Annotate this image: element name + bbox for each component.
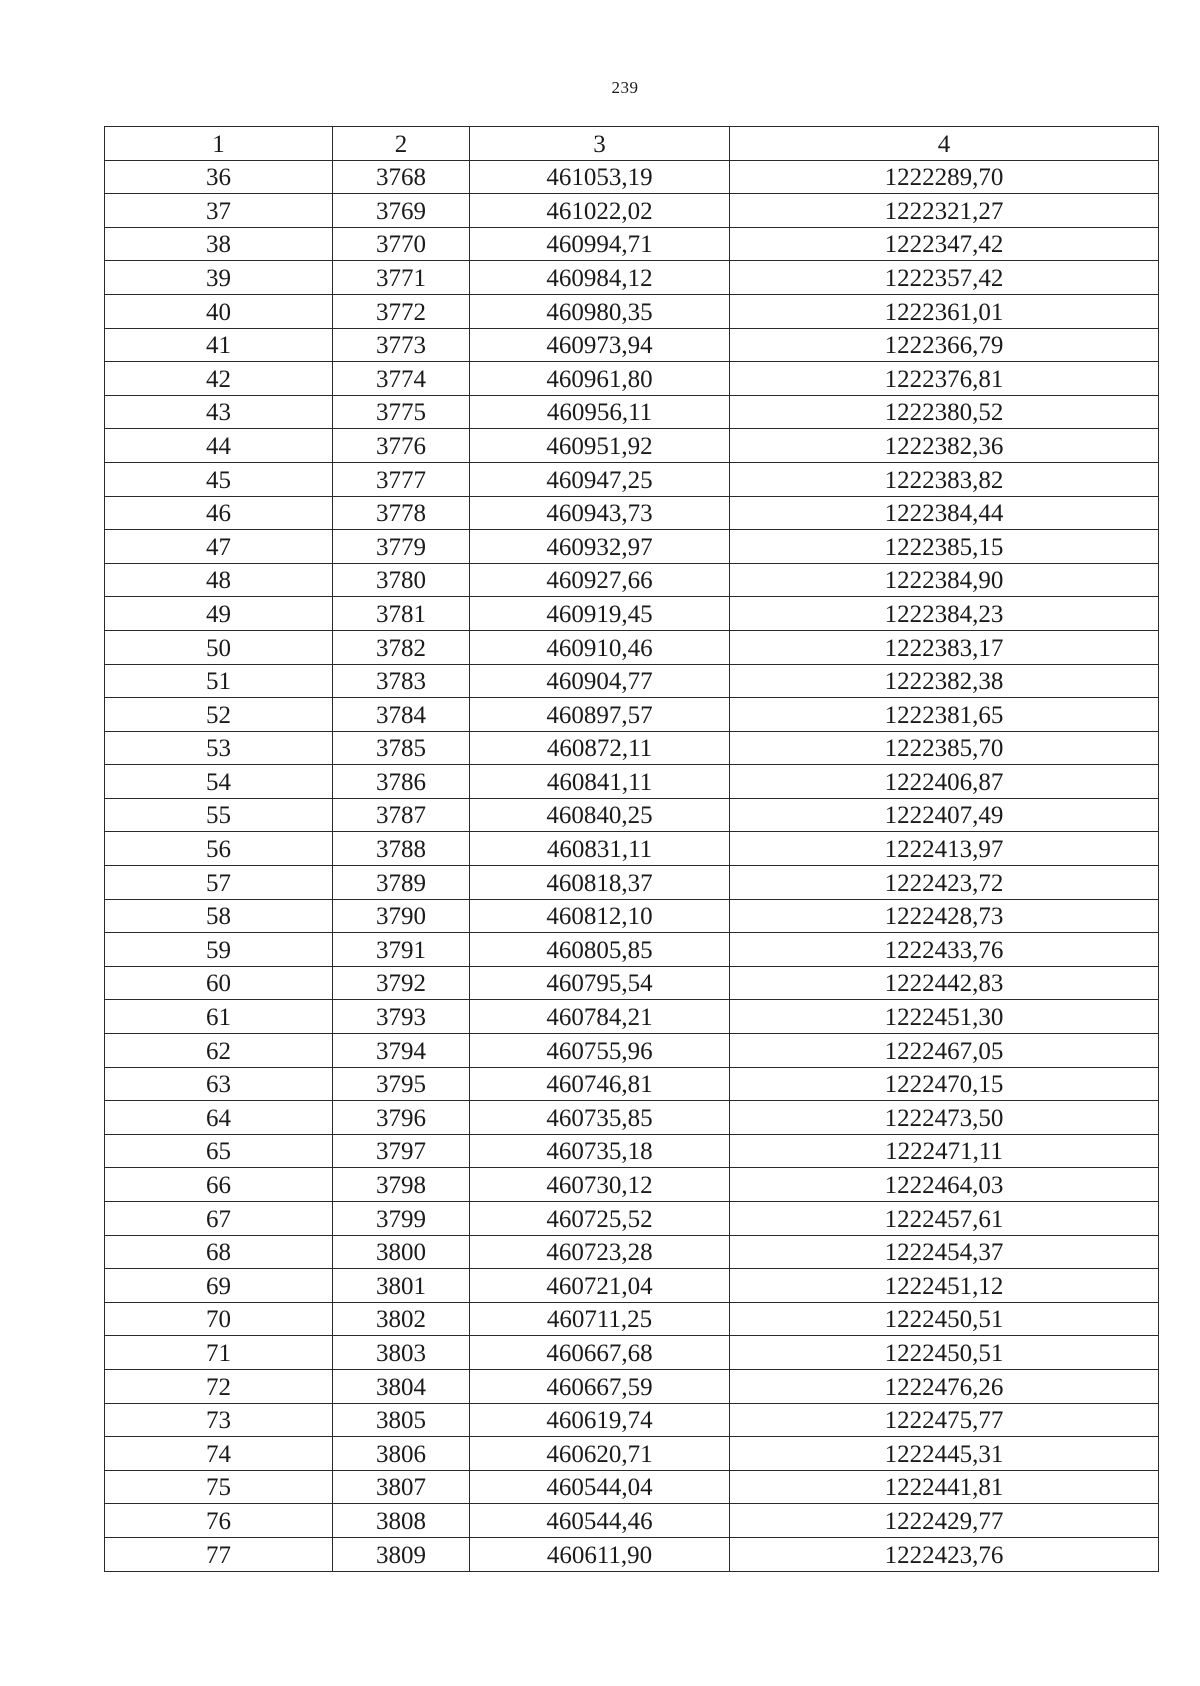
row-number-cell: 58 [105, 899, 333, 933]
y-coordinate-cell: 1222407,49 [730, 798, 1159, 832]
table-row [105, 194, 1159, 228]
row-number-cell: 77 [105, 1537, 333, 1571]
y-coordinate-cell: 1222423,72 [730, 866, 1159, 900]
table-row [105, 1369, 1159, 1403]
row-number-cell: 68 [105, 1235, 333, 1269]
point-id-cell: 3778 [333, 496, 470, 530]
table-row [105, 1269, 1159, 1303]
point-id-cell: 3805 [333, 1403, 470, 1437]
x-coordinate-cell: 460544,46 [470, 1504, 730, 1538]
table-row [105, 496, 1159, 530]
y-coordinate-cell: 1222376,81 [730, 362, 1159, 396]
point-id-cell: 3768 [333, 160, 470, 194]
row-number-cell: 36 [105, 160, 333, 194]
y-coordinate-cell: 1222366,79 [730, 328, 1159, 362]
row-number-cell: 56 [105, 832, 333, 866]
x-coordinate-cell: 460755,96 [470, 1034, 730, 1068]
point-id-cell: 3783 [333, 664, 470, 698]
x-coordinate-cell: 460956,11 [470, 395, 730, 429]
point-id-cell: 3796 [333, 1101, 470, 1135]
point-id-cell: 3803 [333, 1336, 470, 1370]
x-coordinate-cell: 460818,37 [470, 866, 730, 900]
table-row [105, 597, 1159, 631]
x-coordinate-cell: 460746,81 [470, 1067, 730, 1101]
table-header [105, 127, 1159, 161]
point-id-cell: 3799 [333, 1202, 470, 1236]
table-row [105, 832, 1159, 866]
y-coordinate-cell: 1222428,73 [730, 899, 1159, 933]
point-id-cell: 3776 [333, 429, 470, 463]
row-number-cell: 42 [105, 362, 333, 396]
page-number: 239 [611, 78, 639, 97]
header-cell-col4: 4 [730, 127, 1159, 161]
point-id-cell: 3772 [333, 294, 470, 328]
point-id-cell: 3798 [333, 1168, 470, 1202]
row-number-cell: 60 [105, 966, 333, 1000]
row-number-cell: 59 [105, 933, 333, 967]
point-id-cell: 3771 [333, 261, 470, 295]
row-number-cell: 67 [105, 1202, 333, 1236]
row-number-cell: 37 [105, 194, 333, 228]
row-number-cell: 63 [105, 1067, 333, 1101]
table-row [105, 395, 1159, 429]
table-row [105, 866, 1159, 900]
y-coordinate-cell: 1222451,12 [730, 1269, 1159, 1303]
table-row [105, 1470, 1159, 1504]
x-coordinate-cell: 460947,25 [470, 462, 730, 496]
point-id-cell: 3790 [333, 899, 470, 933]
point-id-cell: 3795 [333, 1067, 470, 1101]
x-coordinate-cell: 460994,71 [470, 227, 730, 261]
row-number-cell: 74 [105, 1437, 333, 1471]
y-coordinate-cell: 1222470,15 [730, 1067, 1159, 1101]
x-coordinate-cell: 460904,77 [470, 664, 730, 698]
x-coordinate-cell: 460721,04 [470, 1269, 730, 1303]
y-coordinate-cell: 1222384,90 [730, 563, 1159, 597]
point-id-cell: 3786 [333, 765, 470, 799]
table-row [105, 462, 1159, 496]
x-coordinate-cell: 460831,11 [470, 832, 730, 866]
x-coordinate-cell: 460711,25 [470, 1302, 730, 1336]
row-number-cell: 43 [105, 395, 333, 429]
y-coordinate-cell: 1222457,61 [730, 1202, 1159, 1236]
x-coordinate-cell: 460910,46 [470, 630, 730, 664]
point-id-cell: 3801 [333, 1269, 470, 1303]
y-coordinate-cell: 1222423,76 [730, 1537, 1159, 1571]
point-id-cell: 3787 [333, 798, 470, 832]
y-coordinate-cell: 1222451,30 [730, 1000, 1159, 1034]
table-row [105, 1134, 1159, 1168]
x-coordinate-cell: 460973,94 [470, 328, 730, 362]
x-coordinate-cell: 460841,11 [470, 765, 730, 799]
y-coordinate-cell: 1222429,77 [730, 1504, 1159, 1538]
table-row [105, 261, 1159, 295]
row-number-cell: 75 [105, 1470, 333, 1504]
row-number-cell: 66 [105, 1168, 333, 1202]
x-coordinate-cell: 460667,68 [470, 1336, 730, 1370]
point-id-cell: 3789 [333, 866, 470, 900]
point-id-cell: 3770 [333, 227, 470, 261]
x-coordinate-cell: 460872,11 [470, 731, 730, 765]
y-coordinate-cell: 1222450,51 [730, 1302, 1159, 1336]
x-coordinate-cell: 460667,59 [470, 1369, 730, 1403]
table-row [105, 294, 1159, 328]
y-coordinate-cell: 1222321,27 [730, 194, 1159, 228]
x-coordinate-cell: 460723,28 [470, 1235, 730, 1269]
table-row [105, 429, 1159, 463]
header-cell-col3: 3 [470, 127, 730, 161]
x-coordinate-cell: 460611,90 [470, 1537, 730, 1571]
y-coordinate-cell: 1222467,05 [730, 1034, 1159, 1068]
table-row [105, 899, 1159, 933]
point-id-cell: 3779 [333, 530, 470, 564]
row-number-cell: 72 [105, 1369, 333, 1403]
header-row [105, 127, 1159, 161]
row-number-cell: 46 [105, 496, 333, 530]
point-id-cell: 3794 [333, 1034, 470, 1068]
table-row [105, 328, 1159, 362]
table-row [105, 1504, 1159, 1538]
table-row [105, 966, 1159, 1000]
point-id-cell: 3775 [333, 395, 470, 429]
x-coordinate-cell: 460795,54 [470, 966, 730, 1000]
x-coordinate-cell: 460897,57 [470, 698, 730, 732]
table-row [105, 362, 1159, 396]
y-coordinate-cell: 1222441,81 [730, 1470, 1159, 1504]
x-coordinate-cell: 461053,19 [470, 160, 730, 194]
table-row [105, 664, 1159, 698]
y-coordinate-cell: 1222382,36 [730, 429, 1159, 463]
y-coordinate-cell: 1222475,77 [730, 1403, 1159, 1437]
y-coordinate-cell: 1222464,03 [730, 1168, 1159, 1202]
y-coordinate-cell: 1222473,50 [730, 1101, 1159, 1135]
point-id-cell: 3777 [333, 462, 470, 496]
table-row [105, 1101, 1159, 1135]
table-row [105, 1067, 1159, 1101]
point-id-cell: 3804 [333, 1369, 470, 1403]
point-id-cell: 3792 [333, 966, 470, 1000]
table-row [105, 1537, 1159, 1571]
row-number-cell: 38 [105, 227, 333, 261]
header-cell-col2: 2 [333, 127, 470, 161]
table-row [105, 1403, 1159, 1437]
y-coordinate-cell: 1222454,37 [730, 1235, 1159, 1269]
row-number-cell: 50 [105, 630, 333, 664]
point-id-cell: 3788 [333, 832, 470, 866]
table-row [105, 1202, 1159, 1236]
x-coordinate-cell: 460919,45 [470, 597, 730, 631]
table-row [105, 798, 1159, 832]
table-row [105, 160, 1159, 194]
point-id-cell: 3806 [333, 1437, 470, 1471]
point-id-cell: 3780 [333, 563, 470, 597]
table-row [105, 1168, 1159, 1202]
x-coordinate-cell: 460812,10 [470, 899, 730, 933]
point-id-cell: 3785 [333, 731, 470, 765]
y-coordinate-cell: 1222445,31 [730, 1437, 1159, 1471]
row-number-cell: 39 [105, 261, 333, 295]
point-id-cell: 3781 [333, 597, 470, 631]
y-coordinate-cell: 1222442,83 [730, 966, 1159, 1000]
x-coordinate-cell: 460840,25 [470, 798, 730, 832]
row-number-cell: 55 [105, 798, 333, 832]
table-row [105, 1000, 1159, 1034]
y-coordinate-cell: 1222384,44 [730, 496, 1159, 530]
table-row [105, 1336, 1159, 1370]
table-row [105, 227, 1159, 261]
point-id-cell: 3773 [333, 328, 470, 362]
y-coordinate-cell: 1222450,51 [730, 1336, 1159, 1370]
x-coordinate-cell: 460984,12 [470, 261, 730, 295]
row-number-cell: 54 [105, 765, 333, 799]
x-coordinate-cell: 460619,74 [470, 1403, 730, 1437]
header-cell-col1: 1 [105, 127, 333, 161]
table-body [105, 160, 1159, 1571]
y-coordinate-cell: 1222382,38 [730, 664, 1159, 698]
y-coordinate-cell: 1222383,17 [730, 630, 1159, 664]
table-row [105, 731, 1159, 765]
row-number-cell: 49 [105, 597, 333, 631]
row-number-cell: 65 [105, 1134, 333, 1168]
x-coordinate-cell: 460735,18 [470, 1134, 730, 1168]
row-number-cell: 76 [105, 1504, 333, 1538]
row-number-cell: 69 [105, 1269, 333, 1303]
row-number-cell: 40 [105, 294, 333, 328]
table-row [105, 765, 1159, 799]
y-coordinate-cell: 1222381,65 [730, 698, 1159, 732]
point-id-cell: 3808 [333, 1504, 470, 1538]
point-id-cell: 3809 [333, 1537, 470, 1571]
table-row [105, 1437, 1159, 1471]
x-coordinate-cell: 460725,52 [470, 1202, 730, 1236]
row-number-cell: 45 [105, 462, 333, 496]
x-coordinate-cell: 460932,97 [470, 530, 730, 564]
row-number-cell: 61 [105, 1000, 333, 1034]
row-number-cell: 47 [105, 530, 333, 564]
row-number-cell: 53 [105, 731, 333, 765]
x-coordinate-cell: 460735,85 [470, 1101, 730, 1135]
y-coordinate-cell: 1222471,11 [730, 1134, 1159, 1168]
point-id-cell: 3774 [333, 362, 470, 396]
coordinates-table [104, 126, 1159, 1572]
table-row [105, 933, 1159, 967]
x-coordinate-cell: 460544,04 [470, 1470, 730, 1504]
x-coordinate-cell: 460620,71 [470, 1437, 730, 1471]
y-coordinate-cell: 1222476,26 [730, 1369, 1159, 1403]
row-number-cell: 73 [105, 1403, 333, 1437]
y-coordinate-cell: 1222380,52 [730, 395, 1159, 429]
x-coordinate-cell: 460943,73 [470, 496, 730, 530]
x-coordinate-cell: 460927,66 [470, 563, 730, 597]
point-id-cell: 3797 [333, 1134, 470, 1168]
row-number-cell: 62 [105, 1034, 333, 1068]
row-number-cell: 64 [105, 1101, 333, 1135]
x-coordinate-cell: 460951,92 [470, 429, 730, 463]
x-coordinate-cell: 460980,35 [470, 294, 730, 328]
table-row [105, 1302, 1159, 1336]
row-number-cell: 57 [105, 866, 333, 900]
row-number-cell: 71 [105, 1336, 333, 1370]
point-id-cell: 3793 [333, 1000, 470, 1034]
x-coordinate-cell: 460730,12 [470, 1168, 730, 1202]
y-coordinate-cell: 1222289,70 [730, 160, 1159, 194]
y-coordinate-cell: 1222384,23 [730, 597, 1159, 631]
row-number-cell: 44 [105, 429, 333, 463]
y-coordinate-cell: 1222357,42 [730, 261, 1159, 295]
point-id-cell: 3802 [333, 1302, 470, 1336]
y-coordinate-cell: 1222361,01 [730, 294, 1159, 328]
row-number-cell: 41 [105, 328, 333, 362]
table-row [105, 698, 1159, 732]
point-id-cell: 3807 [333, 1470, 470, 1504]
x-coordinate-cell: 460961,80 [470, 362, 730, 396]
point-id-cell: 3769 [333, 194, 470, 228]
x-coordinate-cell: 461022,02 [470, 194, 730, 228]
row-number-cell: 48 [105, 563, 333, 597]
table-row [105, 1034, 1159, 1068]
y-coordinate-cell: 1222385,15 [730, 530, 1159, 564]
table-row [105, 1235, 1159, 1269]
point-id-cell: 3782 [333, 630, 470, 664]
table-row [105, 563, 1159, 597]
y-coordinate-cell: 1222433,76 [730, 933, 1159, 967]
y-coordinate-cell: 1222385,70 [730, 731, 1159, 765]
table-row [105, 530, 1159, 564]
point-id-cell: 3800 [333, 1235, 470, 1269]
table-row [105, 630, 1159, 664]
row-number-cell: 52 [105, 698, 333, 732]
y-coordinate-cell: 1222347,42 [730, 227, 1159, 261]
y-coordinate-cell: 1222413,97 [730, 832, 1159, 866]
point-id-cell: 3791 [333, 933, 470, 967]
row-number-cell: 70 [105, 1302, 333, 1336]
y-coordinate-cell: 1222383,82 [730, 462, 1159, 496]
y-coordinate-cell: 1222406,87 [730, 765, 1159, 799]
x-coordinate-cell: 460805,85 [470, 933, 730, 967]
x-coordinate-cell: 460784,21 [470, 1000, 730, 1034]
point-id-cell: 3784 [333, 698, 470, 732]
row-number-cell: 51 [105, 664, 333, 698]
